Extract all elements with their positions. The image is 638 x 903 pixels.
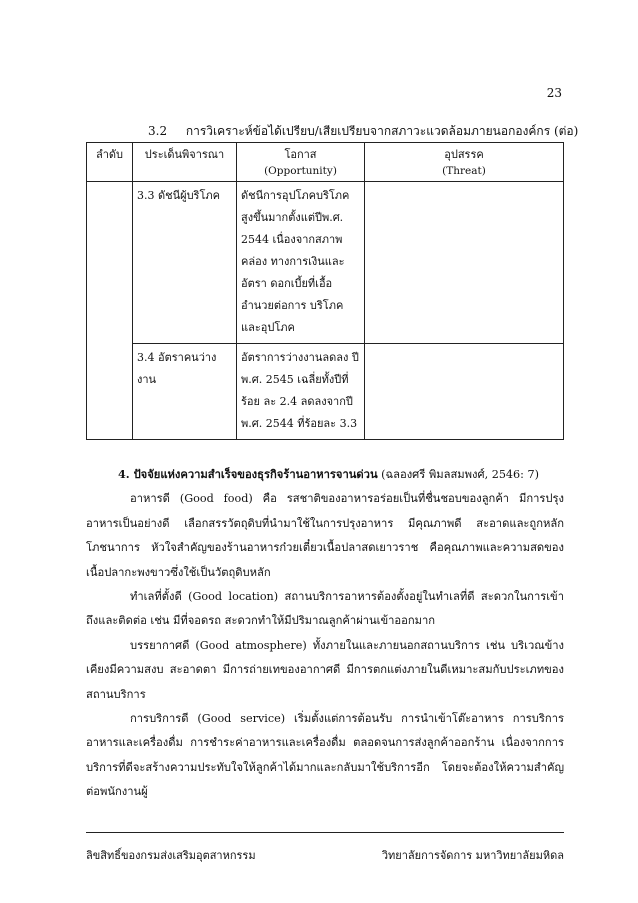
section-heading-title: 4. ปัจจัยแห่งความสำเร็จของธุรกิจร้านอาหารจานด่วน <box>118 467 378 481</box>
section-body <box>86 462 564 805</box>
issue-cell: 3.3 ดัชนีผู้บริโภค <box>133 182 237 344</box>
table-header-row <box>87 143 564 182</box>
footer-institution: วิทยาลัยการจัดการ มหาวิทยาลัยมหิดล <box>381 849 564 862</box>
swot-table <box>86 142 564 440</box>
table-row <box>87 344 564 440</box>
header-opportunity: โอกาส (Opportunity) <box>237 143 365 182</box>
opportunity-cell: อัตราการว่างงานลดลง ปี พ.ศ. 2545 เฉลี่ยทั้งปีที่ร้อย ละ 2.4 ลดลงจากปี พ.ศ. 2544 ที่ร้อยละ 3.3 <box>237 344 365 440</box>
threat-cell <box>365 182 564 344</box>
paragraph-good-location: ทำเลที่ตั้งดี (Good location) สถานบริการอาหารต้องตั้งอยู่ในทำเลที่ดี สะดวกในการเข้าถึงและติดต่อ เช่น มีที่จอดรถ สะดวกทำให้มีปริมาณลูกค้าผ่านเข้าออกมาก <box>86 590 564 628</box>
table-caption-text: การวิเคราะห์ข้อได้เปรียบ/เสียเปรียบจากสภาวะแวดล้อมภายนอกองค์กร (ต่อ) <box>185 124 579 138</box>
paragraph-good-service: การบริการดี (Good service) เริ่มตั้งแต่การต้อนรับ การนำเข้าโต๊ะอาหาร การบริการอาหารและเครื่องดื่ม การชำระค่าอาหารและเครื่องดื่ม ตลอดจนการส่งลูกค้าออกร้าน เนื่องจากการบริการที่ดีจะสร้างความประทับใจให้ลูกค้าได้มากและกลับมาใช้บริการอีก โดยจะต้องให้ความสำคัญต่อพนักงานผู้ <box>86 712 564 799</box>
header-threat: อุปสรรค (Threat) <box>365 143 564 182</box>
footer-copyright: ลิขสิทธิ์ของกรมส่งเสริมอุตสาหกรรม <box>86 849 256 862</box>
header-threat-en: (Threat) <box>442 165 486 177</box>
header-issue: ประเด็นพิจารณา <box>133 143 237 182</box>
opportunity-cell: ดัชนีการอุปโภคบริโภค สูงขึ้นมากตั้งแต่ปีพ.ศ. 2544 เนื่องจากสภาพคล่อง ทางการเงินและอัตรา ดอกเบี้ยที่เอื้ออำนวยต่อการ บริโภคและอุปโภค <box>237 182 365 344</box>
order-cell <box>87 182 133 440</box>
paragraph-good-atmosphere: บรรยากาศดี (Good atmosphere) ทั้งภายในและภายนอกสถานบริการ เช่น บริเวณข้างเคียงมีความสงบ สะอาดตา มีการถ่ายเทของอากาศดี มีการตกแต่งภายในดีเหมาะสมกับประเภทของสถานบริการ <box>86 638 564 701</box>
section-citation: (ฉลองศรี พิมลสมพงศ์, 2546: 7) <box>377 468 539 481</box>
issue-cell: 3.4 อัตราคนว่างงาน <box>133 344 237 440</box>
page-number: 23 <box>546 86 562 100</box>
section-heading <box>86 462 564 487</box>
table-caption <box>148 122 578 141</box>
paragraph-good-food: อาหารดี (Good food) คือ รสชาติของอาหารอร่อยเป็นที่ชื่นชอบของลูกค้า มีการปรุงอาหารเป็นอย่างดี เลือกสรรวัตถุดิบที่นำมาใช้ในการปรุงอาหาร มีคุณภาพดี สะอาดและถูกหลักโภชนาการ หัวใจสำคัญของร้านอาหารก๋วยเตี๋ยวเนื้อปลาสดเยาวราช คือคุณภาพและความสดของเนื้อปลากะพงขาวซึ่งใช้เป็นวัตถุดิบหลัก <box>86 492 564 579</box>
header-order: ลำดับ <box>87 143 133 182</box>
table-caption-number: 3.2 <box>148 124 168 138</box>
header-opportunity-en: (Opportunity) <box>264 165 337 177</box>
threat-cell <box>365 344 564 440</box>
table-row <box>87 182 564 344</box>
footer-divider <box>86 832 564 833</box>
